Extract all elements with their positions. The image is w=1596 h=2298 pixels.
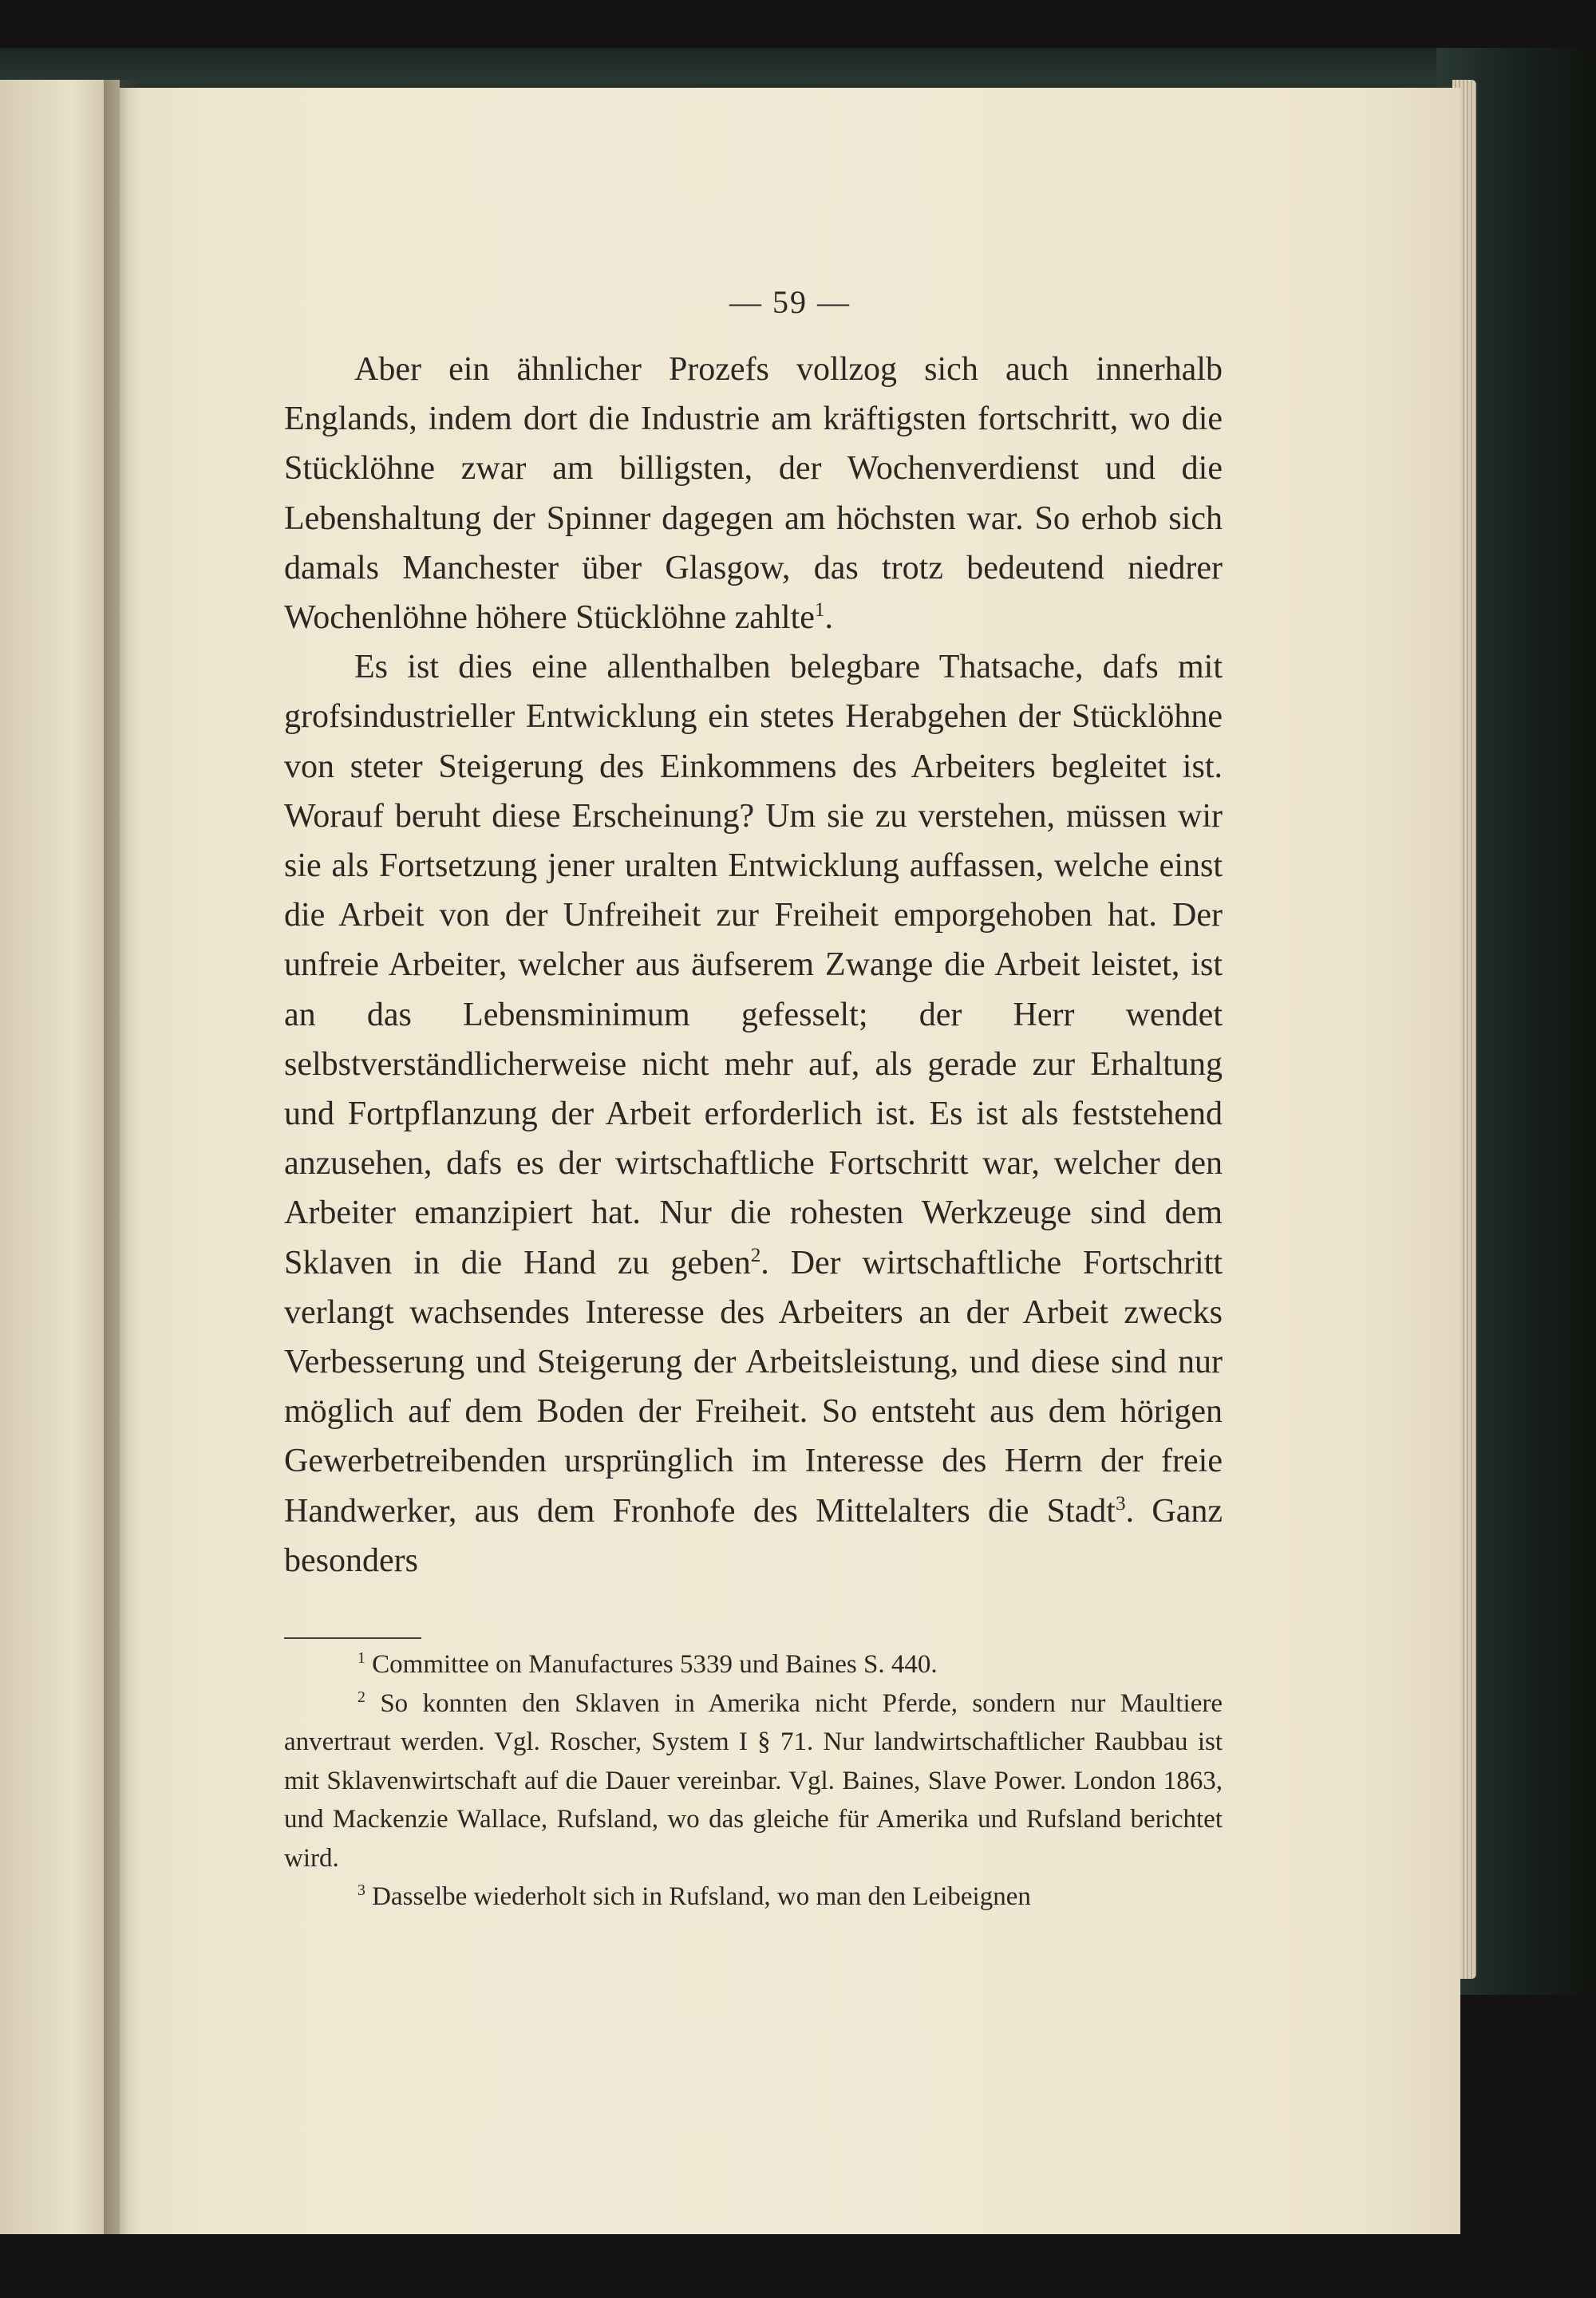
footnote-ref: 3 <box>1115 1492 1126 1514</box>
page-number: — 59 — <box>729 284 851 320</box>
spine-shadow <box>104 80 140 2234</box>
footnote-ref: 2 <box>750 1244 761 1266</box>
footnote-rule <box>284 1637 421 1639</box>
paragraph: Es ist dies eine allenthalben belegbare Thatsache, dafs mit grofsindustrieller Entwicklung ein stetes Herabgehen der Stücklöhne von steter Steigerung des Einkommens des Arbeiters begleitet ist. Worauf beruht diese Erscheinung? Um sie zu verstehen, müssen wir sie als Fortsetzung jener uralten Entwicklung auffassen, welche einst die Arbeit von der Unfreiheit zur Freiheit emporgehoben hat. Der unfreie Arbeiter, welcher aus äufserem Zwange die Arbeit leistet, ist an das Lebensminimum gefesselt; der Herr wendet selbstverständlicherweise nicht mehr auf, als gerade zur Erhaltung und Fortpflanzung der Arbeit erforderlich ist. Es ist als feststehend anzusehen, dafs es der wirtschaftliche Fortschritt war, welcher den Arbeiter emanzipiert hat. Nur die rohesten Werkzeuge sind dem Sklaven in die Hand zu geben$^2$. Der wirtschaftliche Fortschritt verlangt wachsendes Interesse des Arbeiters an der Arbeit zwecks Verbesserung und Steigerung der Arbeitsleistung, und diese sind nur möglich auf dem Boden der Freiheit. So entsteht aus dem hörigen Gewerbetreibenden ursprünglich im Interesse des Herrn der freie Handwerker, aus dem Fronhofe des Mittelalters die Stadt$^3$. Ganz besonders <box>284 649 1223 1579</box>
footnotes <box>284 1645 1223 1917</box>
facing-page-edge <box>0 80 120 2234</box>
footnote: $^2$ So konnten den Sklaven in Amerika nicht Pferde, sondern nur Maultiere anvertraut werden. Vgl. Roscher, System I § 71. Nur landwirtschaftlicher Raubbau ist mit Sklavenwirtschaft auf die Dauer vereinbar. Vgl. Baines, Slave Power. London 1863, und Mackenzie Wallace, Rufsland, wo das gleiche für Amerika und Rufsland berichtet wird. <box>284 1688 1223 1873</box>
footnote: $^3$ Dasselbe wiederholt sich in Rufsland, wo man den Leibeignen <box>358 1881 1031 1911</box>
footnote-ref: 1 <box>814 599 825 622</box>
footnote: $^1$ Committee on Manufactures 5339 und Baines S. 440. <box>358 1649 938 1679</box>
main-text <box>284 345 1223 1585</box>
paragraph: Aber ein ähnlicher Prozefs vollzog sich auch innerhalb Englands, indem dort die Industrie am kräftigsten fortschritt, wo die Stücklöhne zwar am billigsten, der Wochenverdienst und die Lebenshaltung der Spinner dagegen am höchsten war. So erhob sich damals Manchester über Glasgow, das trotz bedeutend niedrer Wochenlöhne höhere Stücklöhne zahlte$^1$. <box>284 351 1223 637</box>
